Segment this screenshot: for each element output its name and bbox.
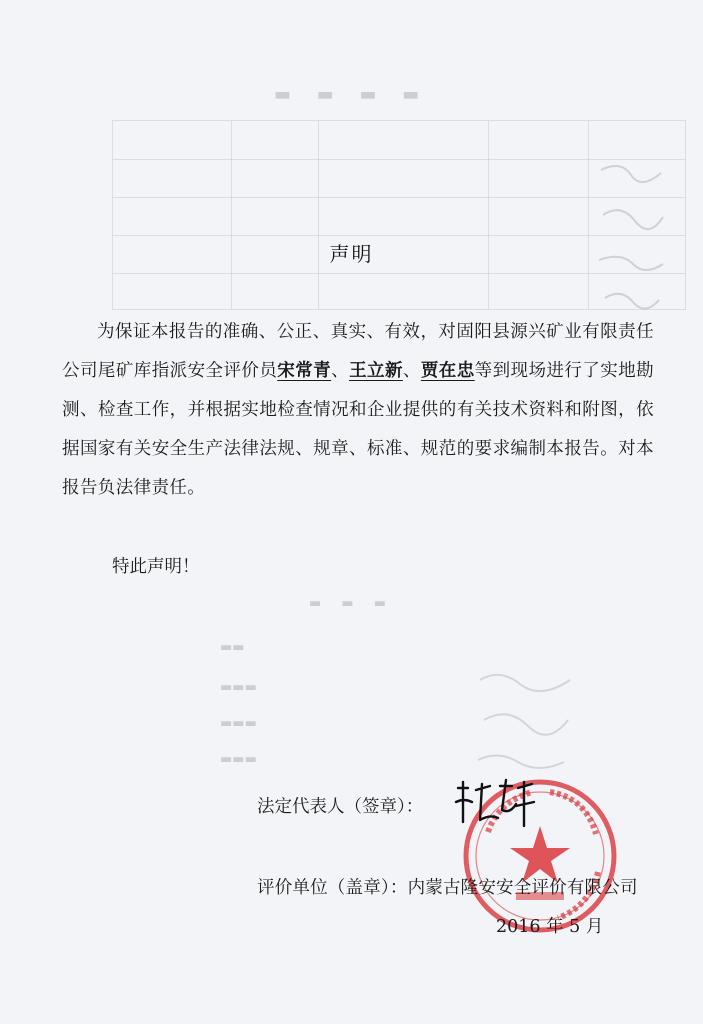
statement-text-prefix: 为保证本报告的准确、公正、真实、有效，对固阳县源兴矿业有限责任公司尾矿库指派安全评价员 bbox=[62, 322, 654, 381]
show-through-row: ▬▬ bbox=[220, 640, 245, 655]
evaluation-unit-name: 内蒙古隆安安全评价有限公司 bbox=[407, 878, 638, 898]
assessor-name: 宋常青 bbox=[277, 361, 332, 381]
show-through-heading-2: ▬ ▬ ▬ bbox=[308, 596, 395, 611]
name-separator: 、 bbox=[331, 361, 350, 381]
assessor-name: 贾在忠 bbox=[420, 361, 475, 381]
document-date: 2016 年 5 月 bbox=[496, 917, 604, 937]
evaluation-unit-line bbox=[257, 874, 638, 899]
closing-line: 特此声明！ bbox=[112, 557, 200, 577]
show-through-signatures bbox=[593, 150, 673, 310]
show-through-heading: ▬ ▬ ▬ ▬ bbox=[273, 84, 430, 105]
show-through-row: ▬▬▬ bbox=[220, 680, 257, 695]
legal-representative-signature bbox=[452, 778, 542, 833]
statement-paragraph bbox=[62, 313, 654, 508]
show-through-row: ▬▬▬ bbox=[220, 716, 257, 731]
statement-text-suffix: 等到现场进行了实地勘测、检查工作，并根据实地检查情况和企业提供的有关技术资料和附图，依据国家有关安全生产法律法规、规章、标准、规范的要求编制本报告。对本报告负法律责任。 bbox=[62, 361, 655, 498]
legal-representative-label: 法定代表人（签章）： bbox=[257, 797, 424, 817]
show-through-signature-2 bbox=[470, 660, 590, 780]
page-title: 声明 bbox=[329, 242, 374, 266]
evaluation-unit-label: 评价单位（盖章）： bbox=[257, 878, 408, 898]
assessor-name: 王立新 bbox=[349, 361, 403, 381]
show-through-row: ▬▬▬ bbox=[220, 752, 257, 767]
name-separator: 、 bbox=[402, 361, 421, 381]
